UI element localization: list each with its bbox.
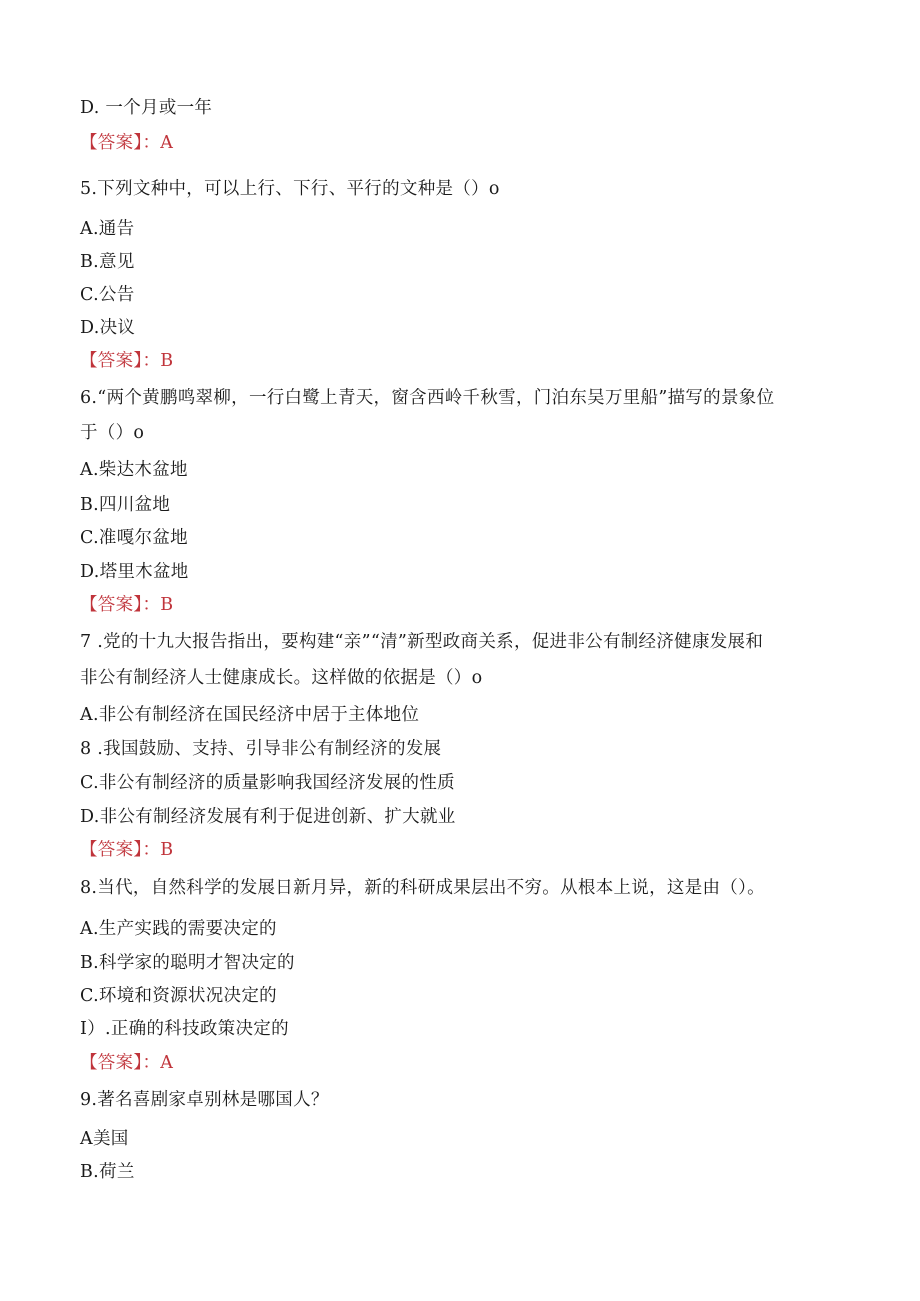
question-7-line-2: 非公有制经济人士健康成长。这样做的依据是（）o: [80, 668, 483, 688]
option-b-q9: B.荷兰: [80, 1162, 135, 1182]
option-a-q7: A.非公有制经济在国民经济中居于主体地位: [80, 705, 420, 725]
answer-q8: 【答案】：A: [80, 1053, 174, 1073]
question-7-line-1: 7 .党的十九大报告指出，要构建“亲”“清”新型政商关系，促进非公有制经济健康发展和: [80, 632, 764, 652]
question-6-line-2: 于（）o: [80, 423, 145, 443]
option-c-q8: C.环境和资源状况决定的: [80, 986, 277, 1006]
option-b-q8: B.科学家的聪明才智决定的: [80, 953, 295, 973]
option-d-q8: I）.正确的科技政策决定的: [80, 1019, 289, 1039]
option-c-q6: C.准嘎尔盆地: [80, 528, 188, 548]
question-5: 5.下列文种中，可以上行、下行、平行的文种是（）o: [80, 179, 500, 199]
option-c-q5: C.公告: [80, 285, 135, 305]
option-a-q8: A.生产实践的需要决定的: [80, 919, 277, 939]
option-d-q6: D.塔里木盆地: [80, 562, 189, 582]
answer-q7: 【答案】：B: [80, 840, 174, 860]
question-9: 9.著名喜剧家卓别林是哪国人？: [80, 1090, 329, 1110]
question-6-line-1: 6.“两个黄鹏鸣翠柳，一行白鹭上青天，窗含西岭千秋雪，门泊东吴万里船”描写的景象位: [80, 388, 775, 408]
option-b-q5: B.意见: [80, 252, 135, 272]
option-b-q7: 8 .我国鼓励、支持、引导非公有制经济的发展: [80, 739, 442, 759]
question-8: 8.当代，自然科学的发展日新月异，新的科研成果层出不穷。从根本上说，这是由（）。: [80, 878, 765, 898]
answer-q4: 【答案】：A: [80, 133, 174, 153]
option-d-q4: D. 一个月或一年: [80, 98, 213, 118]
answer-q5: 【答案】：B: [80, 351, 174, 371]
option-b-q6: B.四川盆地: [80, 495, 171, 515]
option-a-q9: A美国: [80, 1129, 129, 1149]
answer-q6: 【答案】：B: [80, 595, 174, 615]
option-a-q6: A.柴达木盆地: [80, 460, 188, 480]
option-c-q7: C.非公有制经济的质量影响我国经济发展的性质: [80, 773, 455, 793]
option-a-q5: A.通告: [80, 219, 135, 239]
option-d-q5: D.决议: [80, 318, 136, 338]
option-d-q7: D.非公有制经济发展有利于促进创新、扩大就业: [80, 807, 456, 827]
